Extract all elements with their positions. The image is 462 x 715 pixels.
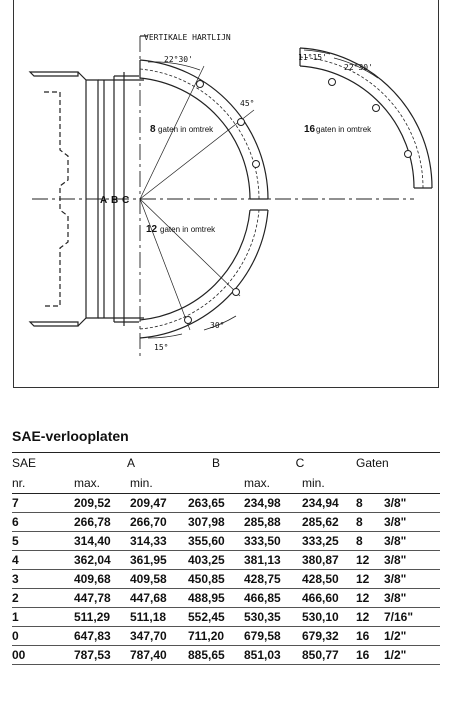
bolt-hole — [373, 105, 380, 112]
bolt-hole — [185, 317, 192, 324]
holes-count-12: 12 — [146, 224, 158, 235]
holes-count-8: 8 — [150, 124, 156, 135]
holes-text-8: gaten in omtrek — [158, 125, 214, 134]
table-cell: 7/16" — [384, 608, 440, 627]
table-cell: 787,53 — [74, 646, 130, 665]
table-cell: 3/8" — [384, 570, 440, 589]
table-cell: 314,40 — [74, 532, 130, 551]
table-cell: 209,47 — [130, 494, 188, 513]
header-cell: Gaten — [356, 453, 440, 474]
table-cell: 3/8" — [384, 494, 440, 513]
sae-table — [12, 452, 440, 665]
header-cell: max. — [244, 473, 302, 494]
table-cell: 552,45 — [188, 608, 244, 627]
table-cell: 647,83 — [74, 627, 130, 646]
table-header-row-2 — [12, 473, 440, 494]
table-cell: 466,85 — [244, 589, 302, 608]
table-cell: 355,60 — [188, 532, 244, 551]
technical-drawing-frame — [13, 0, 439, 388]
dim-label-c: C — [122, 195, 130, 206]
table-cell: 450,85 — [188, 570, 244, 589]
table-cell: 409,68 — [74, 570, 130, 589]
table-cell: 8 — [356, 532, 384, 551]
table-cell: 0 — [12, 627, 74, 646]
table-cell: 362,04 — [74, 551, 130, 570]
table-row — [12, 532, 440, 551]
table-cell: 3/8" — [384, 513, 440, 532]
table-cell: 2 — [12, 589, 74, 608]
table-cell: 8 — [356, 513, 384, 532]
angle-label: 45° — [240, 99, 255, 108]
table-cell: 679,58 — [244, 627, 302, 646]
table-row — [12, 589, 440, 608]
table-cell: 403,25 — [188, 551, 244, 570]
table-cell: 3/8" — [384, 532, 440, 551]
table-cell: 16 — [356, 646, 384, 665]
holes-text-16: gaten in omtrek — [316, 125, 372, 134]
header-cell: C — [244, 453, 356, 474]
table-row — [12, 513, 440, 532]
table-row — [12, 551, 440, 570]
holes-text-12: gaten in omtrek — [160, 225, 216, 234]
table-row — [12, 494, 440, 513]
header-cell — [384, 473, 440, 494]
table-cell: 314,33 — [130, 532, 188, 551]
header-cell — [188, 473, 244, 494]
table-cell: 285,62 — [302, 513, 356, 532]
table-row — [12, 570, 440, 589]
table-cell: 333,50 — [244, 532, 302, 551]
bolt-hole — [197, 81, 204, 88]
table-cell: 1/2" — [384, 627, 440, 646]
ring-upper-inner — [140, 78, 250, 199]
header-cell: nr. — [12, 473, 74, 494]
table-cell: 851,03 — [244, 646, 302, 665]
table-cell: 4 — [12, 551, 74, 570]
header-cell: min. — [302, 473, 356, 494]
angle-label: 11°15' — [298, 53, 327, 62]
table-cell: 347,70 — [130, 627, 188, 646]
table-cell: 263,65 — [188, 494, 244, 513]
header-cell: min. — [130, 473, 188, 494]
table-cell: 885,65 — [188, 646, 244, 665]
table-cell: 3 — [12, 570, 74, 589]
table-cell: 428,50 — [302, 570, 356, 589]
header-cell: SAE — [12, 453, 74, 474]
angle-label: 22°30' — [344, 63, 373, 72]
table-cell: 428,75 — [244, 570, 302, 589]
table-cell: 285,88 — [244, 513, 302, 532]
table-cell: 12 — [356, 608, 384, 627]
dim-label-a: A — [100, 195, 108, 206]
table-cell: 447,68 — [130, 589, 188, 608]
table-cell: 381,13 — [244, 551, 302, 570]
flange-top-lip — [30, 72, 78, 76]
table-row — [12, 608, 440, 627]
table-cell: 511,18 — [130, 608, 188, 627]
table-cell: 333,25 — [302, 532, 356, 551]
table-cell: 16 — [356, 627, 384, 646]
table-title: SAE-verlooplaten — [12, 428, 129, 444]
table-cell: 209,52 — [74, 494, 130, 513]
table-cell: 5 — [12, 532, 74, 551]
table-cell: 711,20 — [188, 627, 244, 646]
table-cell: 361,95 — [130, 551, 188, 570]
angle-label: 22°30' — [164, 55, 193, 64]
table-cell: 12 — [356, 551, 384, 570]
bolt-hole — [405, 151, 412, 158]
header-cell — [356, 473, 384, 494]
table-cell: 234,94 — [302, 494, 356, 513]
table-cell: 850,77 — [302, 646, 356, 665]
header-cell: max. — [74, 473, 130, 494]
table-cell: 12 — [356, 589, 384, 608]
bolt-hole — [238, 119, 245, 126]
table-cell: 488,95 — [188, 589, 244, 608]
table-cell: 8 — [356, 494, 384, 513]
header-cell: B — [188, 453, 244, 474]
table-cell: 511,29 — [74, 608, 130, 627]
table-cell: 234,98 — [244, 494, 302, 513]
table-cell: 1 — [12, 608, 74, 627]
table-cell: 266,70 — [130, 513, 188, 532]
table-cell: 530,35 — [244, 608, 302, 627]
table-cell: 7 — [12, 494, 74, 513]
bolt-hole — [233, 289, 240, 296]
holes-count-16: 16 — [304, 124, 316, 135]
table-cell: 12 — [356, 570, 384, 589]
bolt-hole — [253, 161, 260, 168]
table-cell: 466,60 — [302, 589, 356, 608]
table-cell: 3/8" — [384, 589, 440, 608]
table-cell: 6 — [12, 513, 74, 532]
table-cell: 530,10 — [302, 608, 356, 627]
header-cell: A — [74, 453, 188, 474]
table-cell: 307,98 — [188, 513, 244, 532]
angle-label: 15° — [154, 343, 169, 352]
angle-label: 30° — [210, 321, 225, 330]
flange-bottom-lip — [30, 322, 78, 326]
table-cell: 00 — [12, 646, 74, 665]
table-row — [12, 627, 440, 646]
label-vertical-centerline: VERTIKALE HARTLIJN — [144, 33, 231, 42]
table-cell: 787,40 — [130, 646, 188, 665]
dim-label-b: B — [111, 195, 119, 206]
table-cell: 679,32 — [302, 627, 356, 646]
table-cell: 1/2" — [384, 646, 440, 665]
table-cell: 3/8" — [384, 551, 440, 570]
table-row — [12, 646, 440, 665]
table-header-row-1 — [12, 453, 440, 474]
table-cell: 409,58 — [130, 570, 188, 589]
technical-drawing — [14, 0, 440, 388]
table-cell: 380,87 — [302, 551, 356, 570]
table-cell: 447,78 — [74, 589, 130, 608]
bolt-hole — [329, 79, 336, 86]
table-cell: 266,78 — [74, 513, 130, 532]
